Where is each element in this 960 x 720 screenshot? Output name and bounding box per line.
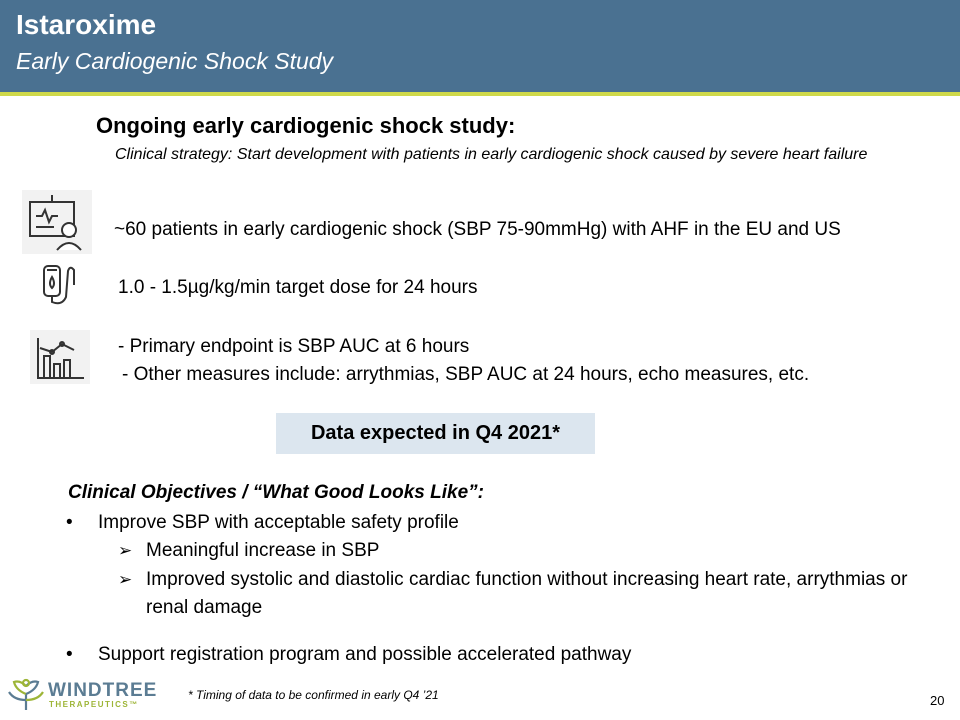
iv-bag-icon — [36, 261, 82, 307]
timing-footnote: * Timing of data to be confirmed in early Q4 ’21 — [188, 688, 439, 702]
tree-logo-icon — [6, 676, 46, 712]
other-measures-text: - Other measures include: arrythmias, SBP AUC at 24 hours, echo measures, etc. — [122, 364, 810, 385]
dose-text: 1.0 - 1.5µg/kg/min target dose for 24 hours — [118, 277, 478, 298]
patients-text: ~60 patients in early cardiogenic shock (SBP 75-90mmHg) with AHF in the EU and US — [114, 219, 841, 240]
clinical-strategy-text: Clinical strategy: Start development with patients in early cardiogenic shock caused by severe heart failure — [115, 146, 868, 163]
logo-tagline: THERAPEUTICS™ — [49, 700, 139, 709]
arrow-bullet-marker: ➢ — [118, 570, 133, 589]
objective-subitem — [118, 566, 916, 622]
objective-item — [66, 644, 632, 666]
slide-title: Istaroxime — [16, 9, 157, 40]
bar-chart-icon — [30, 330, 90, 384]
bullet-marker: • — [66, 512, 73, 533]
presentation-patient-icon — [22, 190, 92, 254]
study-heading: Ongoing early cardiogenic shock study: — [96, 113, 516, 138]
page-number: 20 — [930, 693, 945, 708]
objective-item-text: Support registration program and possible accelerated pathway — [98, 644, 632, 665]
objective-subitem-text: Improved systolic and diastolic cardiac function without increasing heart rate, arrythmias or renal damage — [146, 569, 908, 618]
slide-subtitle: Early Cardiogenic Shock Study — [16, 48, 334, 74]
primary-endpoint-text: - Primary endpoint is SBP AUC at 6 hours — [118, 336, 470, 357]
bullet-marker: • — [66, 644, 73, 665]
arrow-bullet-marker: ➢ — [118, 541, 133, 560]
objective-item — [66, 512, 459, 534]
logo-wordmark: WINDTREE — [48, 680, 158, 701]
objective-subitem — [118, 537, 906, 565]
objective-subitem-text: Meaningful increase in SBP — [146, 540, 380, 561]
data-expected-callout: Data expected in Q4 2021* — [276, 413, 595, 454]
header-accent-rule — [0, 92, 960, 96]
windtree-logo — [6, 676, 156, 712]
objectives-title: Clinical Objectives / “What Good Looks Like”: — [68, 482, 484, 503]
objective-item-text: Improve SBP with acceptable safety profile — [98, 512, 459, 533]
